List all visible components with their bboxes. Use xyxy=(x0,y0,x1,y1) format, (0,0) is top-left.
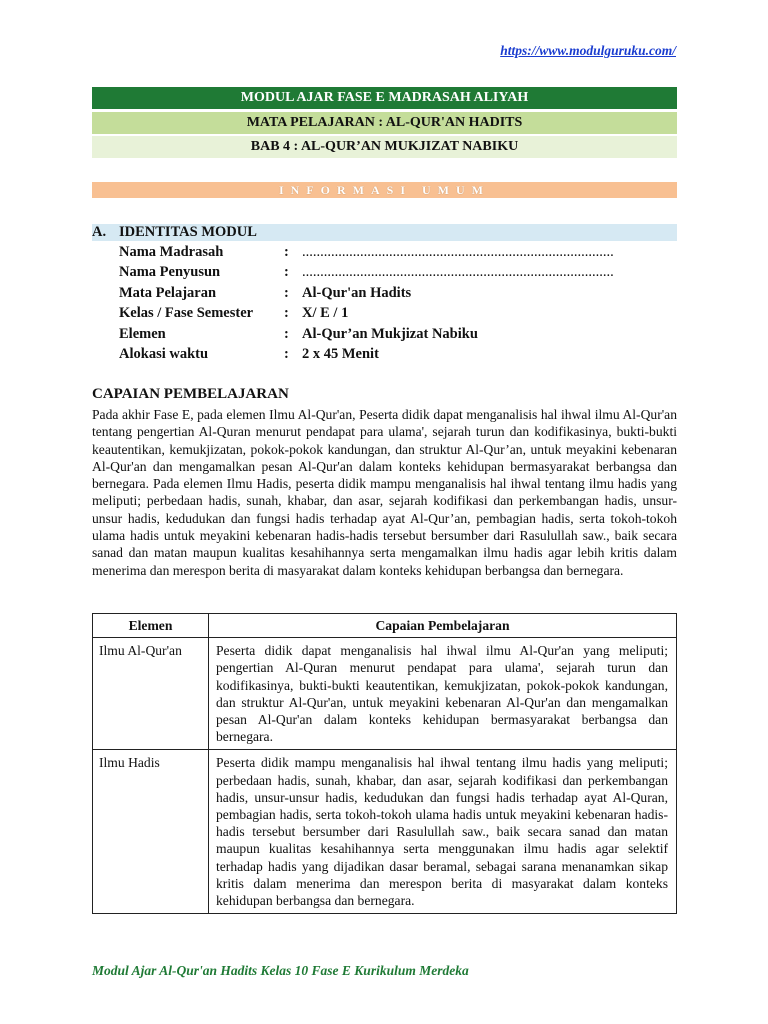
table-cell-capaian: Peserta didik dapat menganalisis hal ihwal ilmu Al-Qur'an yang meliputi; pengertian Al-Quran menurut pendapat para ulama', sejarah turun dan kodifikasinya, bukti-bukti keautentikan, kemukjizatan, pokok-pokok kandungan, dan struktur Al-Qur'an, untuk meyakini kebenaran Al-Qur'an dan mengamalkan pesan Al-Qur'an dalam konteks kehidupan bermasyarakat berbangsa dan bernegara. xyxy=(209,638,677,750)
identitas-row-mata-pelajaran xyxy=(119,283,679,303)
identitas-value: 2 x 45 Menit xyxy=(302,346,379,362)
capaian-paragraph: Pada akhir Fase E, pada elemen Ilmu Al-Qur'an, Peserta didik dapat menganalisis hal ihwal ilmu Al-Qur'an tentang pengertian Al-Quran menurut pendapat para ulama', sejarah turun dan kodifikasinya, bukti-bukti keautentikan, kemukjizatan, pokok-pokok kandungan, dan struktur Al-Qur’an, untuk meyakini kebenaran Al-Qur'an dan mengamalkan pesan Al-Qur'an dalam konteks kehidupan bermasyarakat berbangsa dan bernegara. Pada elemen Ilmu Hadis, peserta didik mampu menganalisis hal ihwal tentang ilmu hadis yang meliputi; perbedaan hadis, sunah, khabar, dan asar, sejarah kodifikasi dan perkembangan hadis, unsur-unsur hadis, kedudukan dan fungsi hadis terhadap ayat Al-Qur’an, pembagian hadis, serta tokoh-tokoh ulama hadis untuk meyakini kebenaran hadis-hadis tersebut bersumber dari Rasulullah saw., baik secara sanad dan matan maupun kualitas kesahihannya serta mengamalkan ilmu hadis agar lebih kritis dalam menerima dan merespon berita di masyarakat dalam konteks kehidupan berbangsa dan bernegara. xyxy=(92,407,677,578)
identitas-colon: : xyxy=(284,305,289,321)
identitas-value: X/ E / 1 xyxy=(302,305,349,321)
identitas-colon: : xyxy=(284,244,289,260)
identitas-label: Nama Madrasah xyxy=(119,244,224,260)
column-header-capaian: Capaian Pembelajaran xyxy=(209,614,677,638)
subject-band: MATA PELAJARAN : AL-QUR'AN HADITS xyxy=(92,112,677,134)
identitas-label: Elemen xyxy=(119,326,166,342)
identitas-row-kelas-fase xyxy=(119,303,679,323)
informasi-umum-band: INFORMASI UMUM xyxy=(92,182,677,198)
table-row xyxy=(93,750,677,914)
table-cell-elemen: Ilmu Hadis xyxy=(93,750,209,914)
chapter-band: BAB 4 : AL-QUR’AN MUKJIZAT NABIKU xyxy=(92,136,677,158)
identitas-label: Mata Pelajaran xyxy=(119,285,217,301)
identitas-colon: : xyxy=(284,264,289,280)
table-cell-capaian: Peserta didik mampu menganalisis hal ihwal tentang ilmu hadis yang meliputi; perbedaan hadis, sunah, khabar, dan asar, sejarah kodifikasi dan perkembangan hadis, unsur-unsur hadis, kedudukan dan fungsi hadis terhadap ayat Al-Quran, pembagian hadis, serta tokoh-tokoh ulama hadis untuk meyakini kebenaran hadis-hadis tersebut bersumber dari Rasulullah saw., baik secara sanad dan matan maupun kualitas kesahihannya serta menggunakan ilmu hadis agar selektif terhadap hadis yang dijadikan dasar beramal, sebagai sarana menanamkan sikap kritis dalam menerima dan merespon berita di masyarakat dalam konteks kehidupan berbangsa dan bernegara. xyxy=(209,750,677,914)
identitas-row-elemen xyxy=(119,324,679,344)
module-title-band: MODUL AJAR FASE E MADRASAH ALIYAH xyxy=(92,87,677,109)
table-cell-elemen: Ilmu Al-Qur'an xyxy=(93,638,209,750)
identitas-value: Al-Qur’an Mukjizat Nabiku xyxy=(302,326,478,342)
identitas-label: Kelas / Fase Semester xyxy=(119,305,254,321)
section-letter: A. xyxy=(92,224,107,240)
footer-text: Modul Ajar Al-Qur'an Hadits Kelas 10 Fase E Kurikulum Merdeka xyxy=(92,963,469,978)
identitas-value: ...................................................................................... xyxy=(302,244,614,260)
capaian-table xyxy=(92,613,677,914)
identitas-colon: : xyxy=(284,285,289,301)
capaian-heading: CAPAIAN PEMBELAJARAN xyxy=(92,386,289,402)
identitas-value: ...................................................................................... xyxy=(302,264,614,280)
identitas-colon: : xyxy=(284,326,289,342)
identitas-value: Al-Qur'an Hadits xyxy=(302,285,412,301)
website-link[interactable]: https://www.modulguruku.com/ xyxy=(500,43,676,58)
identitas-row-alokasi-waktu xyxy=(119,344,679,364)
identitas-row-nama-madrasah xyxy=(119,242,679,262)
identitas-modul-heading xyxy=(92,224,677,241)
table-row xyxy=(93,638,677,750)
identitas-label: Alokasi waktu xyxy=(119,346,209,362)
identitas-label: Nama Penyusun xyxy=(119,264,221,280)
table-header-row xyxy=(93,614,677,638)
column-header-elemen: Elemen xyxy=(93,614,209,638)
identitas-colon: : xyxy=(284,346,289,362)
section-title: IDENTITAS MODUL xyxy=(119,224,257,240)
identitas-row-nama-penyusun xyxy=(119,262,679,282)
